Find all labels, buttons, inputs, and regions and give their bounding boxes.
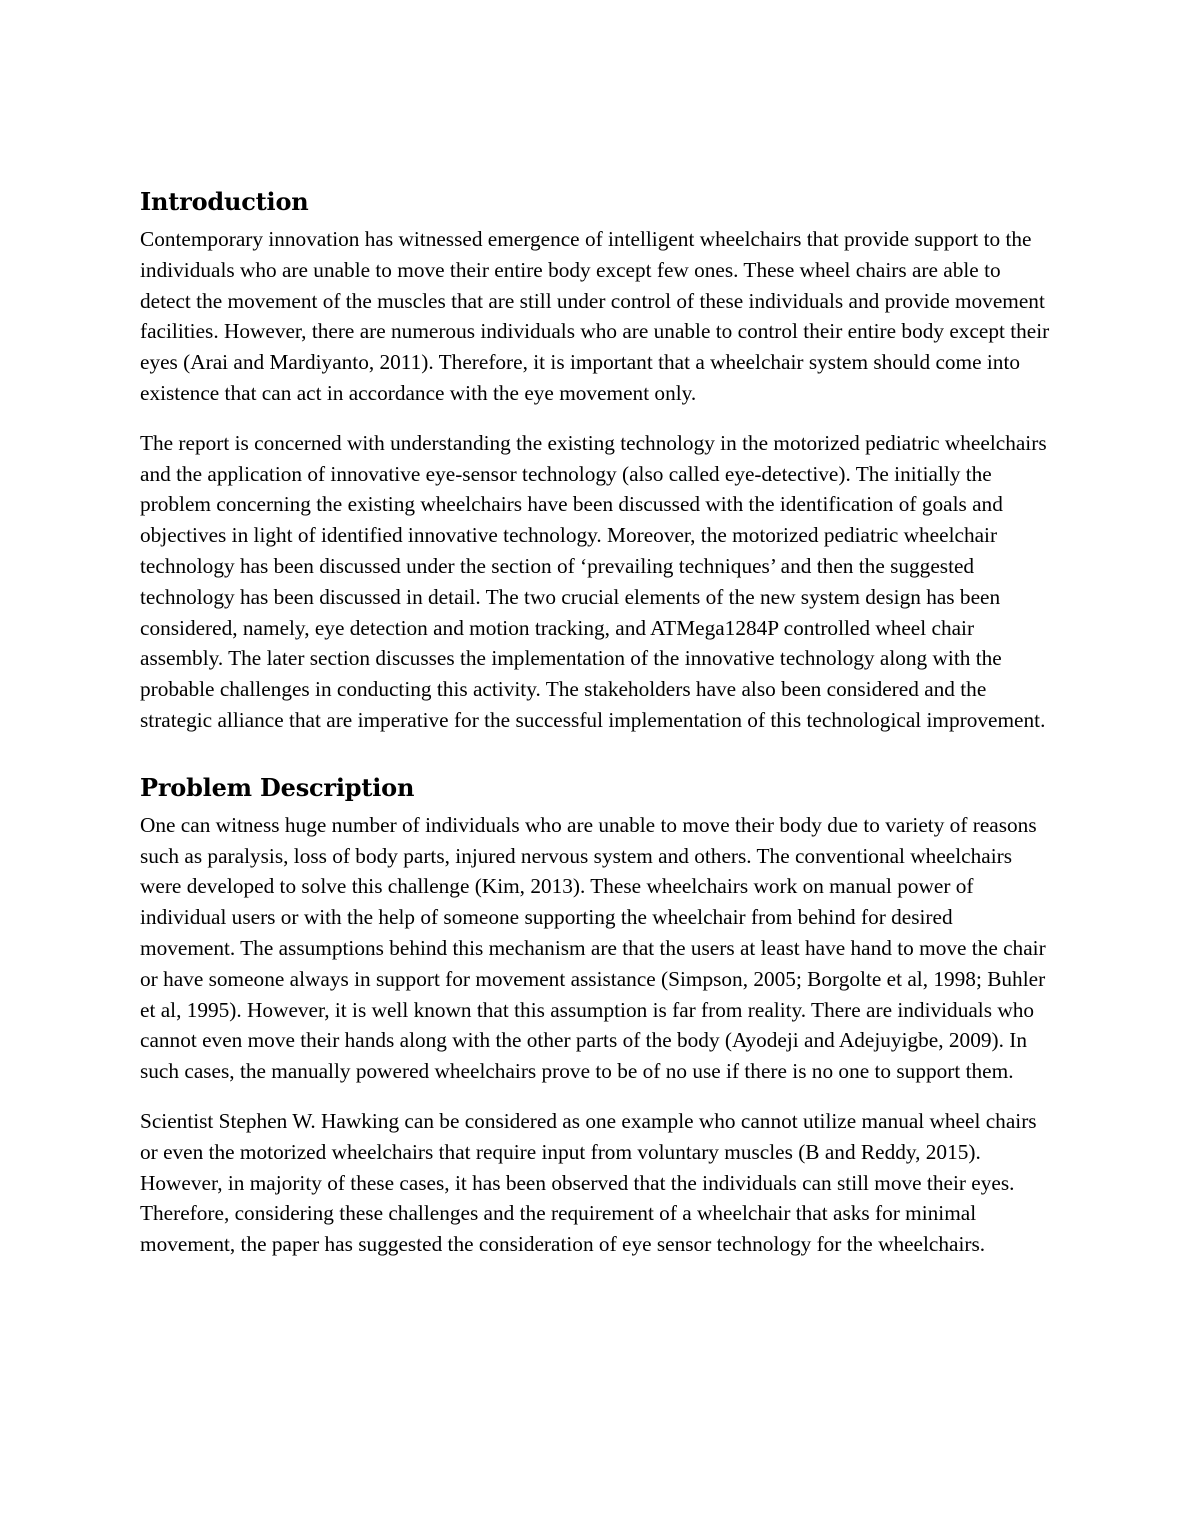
section-introduction bbox=[140, 184, 1052, 736]
section-heading: Introduction bbox=[140, 187, 309, 216]
paragraph: Contemporary innovation has witnessed emergence of intelligent wheelchairs that provide support to the individuals who are unable to move their entire body except few ones. These wheel chairs are able to detect the movement of the muscles that are still under control of these individuals and provide movement facilities. However, there are numerous individuals who are unable to control their entire body except their eyes (Arai and Mardiyanto, 2011). Therefore, it is important that a wheelchair system should come into existence that can act in accordance with the eye movement only. bbox=[140, 227, 1050, 405]
paragraph: One can witness huge number of individuals who are unable to move their body due to variety of reasons such as paralysis, loss of body parts, injured nervous system and others. The conventional wheelchairs were developed to solve this challenge (Kim, 2013). These wheelchairs work on manual power of individual users or with the help of someone supporting the wheelchair from behind for desired movement. The assumptions behind this mechanism are that the users at least have hand to move the chair or have someone always in support for movement assistance (Simpson, 2005; Borgolte et al, 1998; Buhler et al, 1995). However, it is well known that this assumption is far from reality. There are individuals who cannot even move their hands along with the other parts of the body (Ayodeji and Adejuyigbe, 2009). In such cases, the manually powered wheelchairs prove to be of no use if there is no one to support them. bbox=[140, 812, 1046, 1084]
paragraph: Scientist Stephen W. Hawking can be considered as one example who cannot utilize manual wheel chairs or even the motorized wheelchairs that require input from voluntary muscles (B and Reddy, 2015). However, in majority of these cases, it has been observed that the individuals can still move their eyes. Therefore, considering these challenges and the requirement of a wheelchair that asks for minimal movement, the paper has suggested the consideration of eye sensor technology for the wheelchairs. bbox=[140, 1108, 1037, 1257]
document-page bbox=[140, 184, 1052, 1279]
paragraph: The report is concerned with understanding the existing technology in the motorized pediatric wheelchairs and the application of innovative eye-sensor technology (also called eye-detective). The initially the problem concerning the existing wheelchairs have been discussed with the identification of goals and objectives in light of identified innovative technology. Moreover, the motorized pediatric wheelchair technology has been discussed under the section of ‘prevailing techniques’ and then the suggested technology has been discussed in detail. The two crucial elements of the new system design has been considered, namely, eye detection and motion tracking, and ATMega1284P controlled wheel chair assembly. The later section discusses the implementation of the innovative technology along with the probable challenges in conducting this activity. The stakeholders have also been considered and the strategic alliance that are imperative for the successful implementation of this technological improvement. bbox=[140, 430, 1047, 732]
section-heading: Problem Description bbox=[140, 772, 415, 802]
section-problem-description bbox=[140, 770, 1052, 1260]
